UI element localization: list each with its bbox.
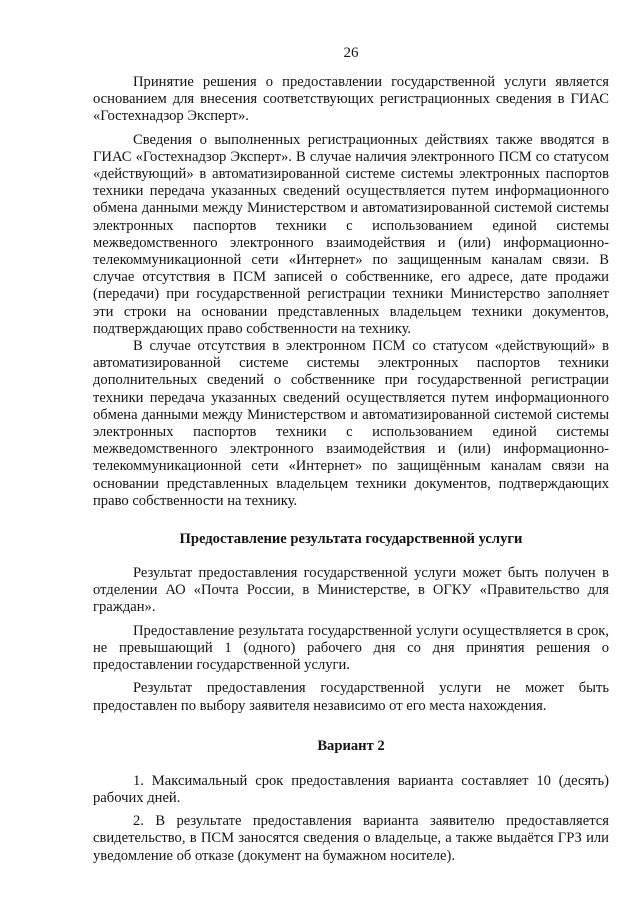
page-number: 26 (343, 45, 359, 61)
paragraph-no-electronic-psm: В случае отсутствия в электронном ПСМ со статусом «действующий» в автоматизированной системе системы электронных паспортов техники дополнительных сведений о собственнике при государственной регистрации техники передача указанных сведений осуществляется путем информационного обмена данными между Министерством и автоматизированной системой системы электронных паспортов техники с использованием единой системы межведомственного электронного взаимодействия и (или) информационно-телекоммуникационной сети «Интернет» по защищённым каналам связи на основании представленных владельцем техники документов, подтверждающих право собственности на технику. (93, 338, 609, 509)
section-heading-result: Предоставление результата государственной услуги (179, 531, 523, 548)
paragraph-result-location: Результат предоставления государственной услуги не может быть предоставлен по выбору заявителя независимо от его места нахождения. (93, 680, 609, 714)
paragraph-variant-max-term: 1. Максимальный срок предоставления варианта составляет 10 (десять) рабочих дней. (93, 772, 609, 806)
paragraph-decision-basis: Принятие решения о предоставлении государственной услуги является основанием для внесения соответствующих регистрационных сведения в ГИАС «Гостехнадзор Эксперт». (93, 74, 609, 125)
paragraph-variant-result: 2. В результате предоставления варианта заявителю предоставляется свидетельство, в ПСМ заносятся сведения о владельце, а также выдаётся ГРЗ или уведомление об отказе (документ на бумажном носителе). (93, 813, 609, 864)
paragraph-registration-info: Сведения о выполненных регистрационных действиях также вводятся в ГИАС «Гостехнадзор Эксперт». В случае наличия электронного ПСМ со статусом «действующий» в автоматизированной системе системы электронных паспортов техники передача указанных сведений осуществляется путем информационного обмена данными между Министерством и автоматизированной системой системы электронных паспортов техники с использованием единой системы межведомственного электронного взаимодействия и (или) информационно-телекоммуникационной сети «Интернет» по защищенным каналам связи. В случае отсутствия в ПСМ записей о собственнике, его адресе, дате продажи (передачи) при государственной регистрации техники Министерство заполняет эти строки на основании представленных владельцем техники документов, подтверждающих право собственности на технику. (93, 131, 609, 337)
paragraph-result-term: Предоставление результата государственной услуги осуществляется в срок, не превышающий 1 (одного) рабочего дня со дня принятия решения о предоставлении государственной услуги. (93, 622, 609, 674)
paragraph-result-pickup: Результат предоставления государственной услуги может быть получен в отделении АО «Почта России, в Министерстве, в ОГКУ «Правительство для граждан». (93, 565, 609, 616)
variant-heading: Вариант 2 (317, 737, 385, 754)
